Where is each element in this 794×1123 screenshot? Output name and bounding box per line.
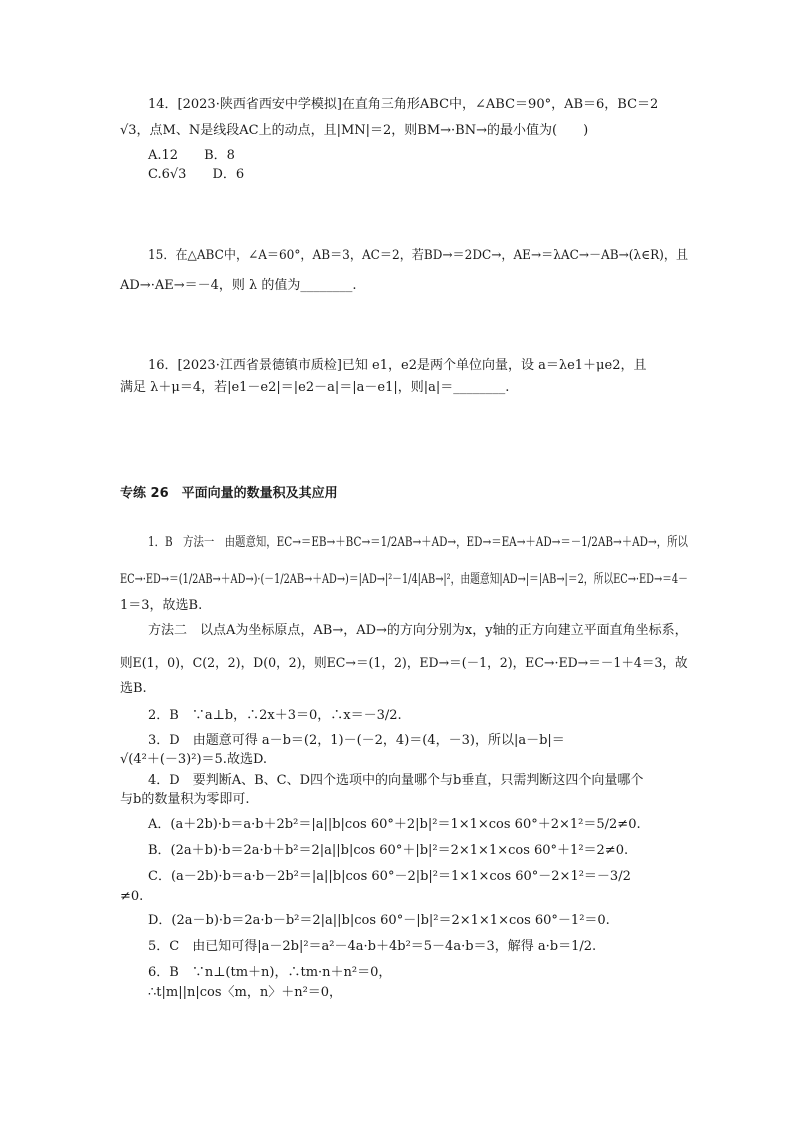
- answer-3-line-1: 3．D 由题意可得 a－b＝(2，1)－(－2，4)＝(4，－3)，所以|a－b|＝: [148, 733, 565, 748]
- answer-6-line-2: ∴t|m||n|cos〈m，n〉＋n²＝0，: [148, 985, 343, 1000]
- answer-4-option-c-line-1: C．(a－2b)·b＝a·b－2b²＝|a||b|cos 60°－2|b|²＝1×1×cos 60°－2×1²＝－3/2: [148, 869, 631, 884]
- answer-1-line-5: 则E(1，0)，C(2，2)，D(0，2)，则EC→＝(1，2)，ED→＝(－1，2)，EC→·ED→＝－1＋4＝3，故: [120, 656, 688, 671]
- answer-5: 5．C 由已知可得|a－2b|²＝a²－4a·b＋4b²＝5－4a·b＝3，解得 a·b＝1/2.: [148, 939, 597, 954]
- answer-4-option-b: B．(2a＋b)·b＝2a·b＋b²＝2|a||b|cos 60°＋|b|²＝2×1×1×cos 60°＋1²＝2≠0.: [148, 843, 629, 858]
- problem-14-options-2: C.6√3 D．6: [148, 167, 245, 182]
- problem-15-line-2: AD→·AE→＝－4，则 λ 的值为________.: [120, 278, 357, 293]
- answer-1-line-3: 1＝3，故选B.: [120, 598, 203, 613]
- problem-16-line-2: 满足 λ＋μ＝4，若|e1－e2|＝|e2－a|＝|a－e1|，则|a|＝________.: [120, 380, 510, 395]
- answer-4-option-a: A．(a＋2b)·b＝a·b＋2b²＝|a||b|cos 60°＋2|b|²＝1×1×cos 60°＋2×1²＝5/2≠0.: [148, 817, 641, 832]
- problem-15-line-1: 15．在△ABC中，∠A＝60°，AB＝3，AC＝2，若BD→＝2DC→，AE→＝λAC→－AB→(λ∈R)，且: [148, 248, 689, 263]
- answer-4-option-d: D．(2a－b)·b＝2a·b－b²＝2|a||b|cos 60°－|b|²＝2×1×1×cos 60°－1²＝0.: [148, 913, 610, 928]
- section-title: 专练 26 平面向量的数量积及其应用: [120, 486, 338, 501]
- answer-1-line-6: 选B.: [120, 681, 147, 696]
- answer-6-line-1: 6．B ∵n⊥(tm＋n)，∴tm·n＋n²＝0，: [148, 965, 392, 980]
- problem-14-line-1: 14．[2023·陕西省西安中学模拟]在直角三角形ABC中，∠ABC＝90°，AB＝6，BC＝2: [148, 97, 659, 112]
- answer-4-line-2: 与b的数量积为零即可.: [120, 792, 250, 807]
- answer-1-line-4: 方法二 以点A为坐标原点，AB→，AD→的方向分别为x，y轴的正方向建立平面直角坐标系，: [148, 623, 688, 638]
- answer-4-option-c-line-2: ≠0.: [120, 889, 144, 904]
- answer-1-line-2: EC→·ED→＝(1/2AB→＋AD→)·(－1/2AB→＋AD→)＝|AD→|²－1/4|AB→|²，由题意知|AD→|＝|AB→|＝2，所以EC→·ED→＝4－: [120, 572, 688, 587]
- problem-14-options-1: A.12 B．8: [148, 148, 235, 163]
- answer-1-line-1: 1．B 方法一 由题意知，EC→＝EB→＋BC→＝1/2AB→＋AD→，ED→＝EA→＋AD→＝－1/2AB→＋AD→，所以: [148, 535, 688, 550]
- answer-3-line-2: √(4²＋(－3)²)＝5.故选D.: [120, 752, 268, 767]
- answer-4-line-1: 4．D 要判断A、B、C、D四个选项中的向量哪个与b垂直，只需判断这四个向量哪个: [148, 773, 644, 788]
- problem-16-line-1: 16．[2023·江西省景德镇市质检]已知 e1，e2是两个单位向量，设 a＝λe1＋μe2，且: [148, 358, 647, 373]
- problem-14-line-2: √3，点M、N是线段AC上的动点，且|MN|＝2，则BM→·BN→的最小值为( ): [120, 123, 589, 138]
- answer-2: 2．B ∵a⊥b，∴2x＋3＝0，∴x＝－3/2.: [148, 708, 402, 723]
